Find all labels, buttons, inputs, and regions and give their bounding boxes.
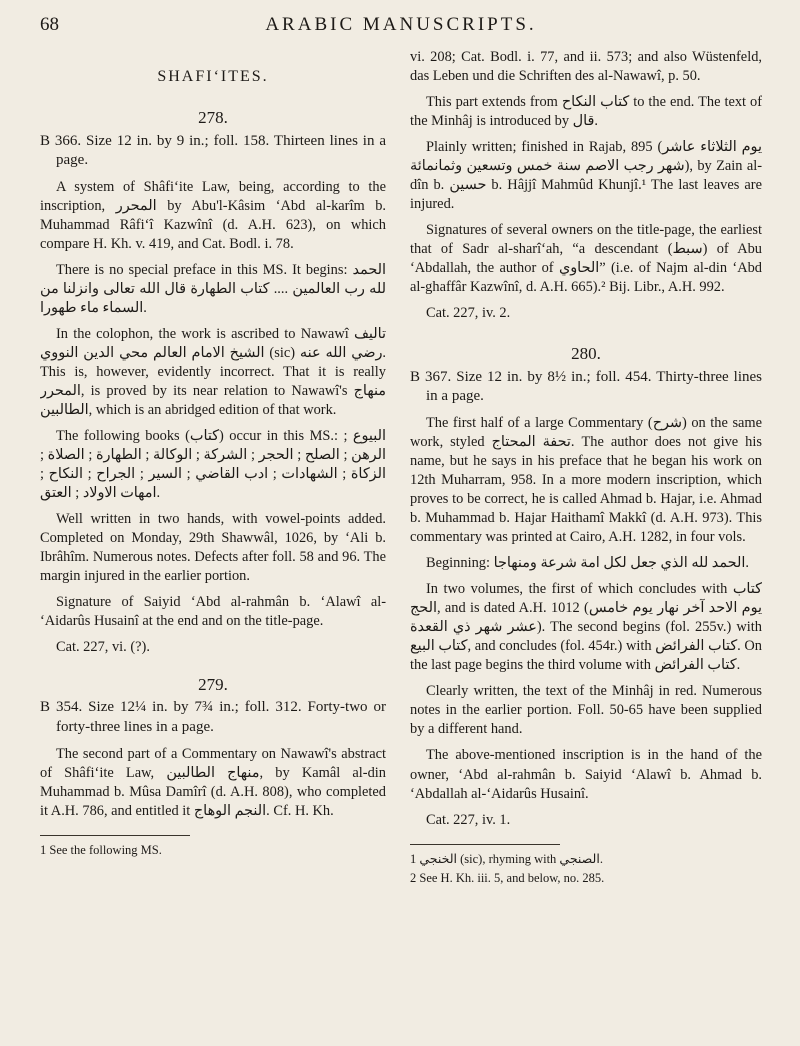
entry-278-paragraph: Well written in two hands, with vowel-points added. Completed on Monday, 29th Shawwâl, 1026, by ʻAli b. Ibrâhîm. Numerous notes. Defects after foll. 58 and 96. The margin injured in the earlier portion.	[40, 511, 386, 585]
entry-279-paragraph: This part extends from كتاب النكاح to the end. The text of the Minhâj is introduced by قال.	[410, 94, 762, 130]
running-title: ARABIC MANUSCRIPTS.	[265, 14, 537, 35]
running-head	[40, 14, 762, 44]
entry-number-278: 278.	[198, 108, 228, 128]
entry-280-paragraph: Beginning: الحمد لله الذي جعل لكل امة شرعة ومنهاجا.	[426, 555, 749, 572]
entry-278-catalogue-ref: Cat. 227, vi. (?).	[56, 639, 150, 656]
entry-278-paragraph: A system of Shâfiʻite Law, being, according to the inscription, المحرر by Abu'l-Kâsim ʻAbd al-karîm b. Muhammad Râfiʻî Kazwînî (d. A.H. 623), on which compare H. Kh. v. 419, and Cat. Bodl. i. 78.	[40, 179, 386, 253]
page-number: 68	[40, 14, 59, 35]
entry-280-paragraph: The above-mentioned inscription is in the hand of the owner, ʻAbd al-rahmân b. Saiyid ʻAlawî b. Ahmad b. ʻAbdallah al-ʻAidarûs Husainî.	[410, 747, 762, 802]
entry-number-280: 280.	[571, 344, 601, 364]
right-column	[410, 48, 762, 1026]
left-column	[40, 48, 386, 1026]
footnote-rule	[410, 844, 560, 845]
entry-278-paragraph: Signature of Saiyid ʻAbd al-rahmân b. ʻAlawî al-ʻAidarûs Husainî at the end and on the title-page.	[40, 594, 386, 630]
footnote: 1 الخنجي (sic), rhyming with الصنجي.	[410, 851, 603, 866]
entry-278-paragraph: The following books (كتاب) occur in this MS.: البيوع ; الرهن ; الصلح ; الحجر ; الشركة ; الوكالة ; الطهارة ; الصلاة ; الزكاة ; الشهادات ; ادب القاضي ; السير ; الجراح ; النكاح ; امهات الاولاد ; العتق.	[40, 428, 386, 502]
entry-280-paragraph: Clearly written, the text of the Minhâj in red. Numerous notes in the earlier portion. Foll. 50-65 have been supplied by a different hand.	[410, 683, 762, 738]
entry-280-description: B 367. Size 12 in. by 8½ in.; foll. 454. Thirty-three lines in a page.	[410, 368, 762, 405]
entry-number-279: 279.	[198, 674, 228, 694]
entry-280-paragraph: In two volumes, the first of which concludes with كتاب الحج, and is dated A.H. 1012 (يوم الاحد آخر نهار يوم خامس عشر شهر ذي القعدة). The second begins (fol. 255v.) with كتاب البيع, and concludes (fol. 454r.) with كتاب الفرائض. On the last page begins the third volume with كتاب الفرائض.	[410, 581, 762, 674]
entry-280-catalogue-ref: Cat. 227, iv. 1.	[426, 811, 511, 828]
entry-279-continuation: vi. 208; Cat. Bodl. i. 77, and ii. 573; and also Wüstenfeld, das Leben und die Schriften des al-Nawawî, p. 50.	[410, 49, 762, 85]
footnote: 2 See H. Kh. iii. 5, and below, no. 285.	[410, 871, 605, 886]
footnote-rule	[40, 835, 190, 836]
entry-279-paragraph: Plainly written; finished in Rajab, 895 (يوم الثلاثاء عاشر شهر رجب الاصم سنة خمس وتسعين وثمانمائة), by Zain al-dîn b. حسين b. Hâjjî Mahmûd Khunjî.¹ The last leaves are injured.	[410, 139, 762, 213]
entry-278-paragraph: In the colophon, the work is ascribed to Nawawî تاليف الشيخ الامام العالم محي الدين النووي (sic) رضي الله عنه. This is, however, evidently incorrect. That it is really المحرر, is proved by its near relation to Nawawî's منهاج الطالبين, which is an abridged edition of that work.	[40, 326, 386, 419]
entry-279-catalogue-ref: Cat. 227, iv. 2.	[426, 305, 511, 322]
entry-279-paragraph: The second part of a Commentary on Nawawî's abstract of Shâfiʻite Law, منهاج الطالبين, by Kamâl al-din Muhammad b. Mûsa Damîrî (d. A.H. 808), who completed it A.H. 786, and entitled it النجم الوهاج. Cf. H. Kh.	[40, 745, 386, 819]
section-heading: SHAFIʻITES.	[157, 68, 269, 85]
entry-279-paragraph: Signatures of several owners on the title-page, the earliest that of Sadr al-sharîʻah, “a descendant (سبط) of Abu ʻAbdallah, the author of الحاوي” (i.e. of Najm al-din ʻAbd al-ghaffâr Kazwînî, d. A.H. 665).² Bij. Libr., A.H. 992.	[410, 222, 762, 296]
entry-280-paragraph: The first half of a large Commentary (شرح) on the same work, styled تحفة المحتاج. The author does not give his name, but he says in his preface that he began his work on 12th Muharram, 958. In a more modern inscription, which proves to be correct, he is called Ahmad b. Hajar, i.e. Ahmad b. Muhammad b. Hajar Haithamî Makkî (d. A.H. 973). This commentary was printed at Cairo, A.H. 1282, in four vols.	[410, 415, 762, 546]
entry-278-paragraph: There is no special preface in this MS. It begins: الحمد لله رب العالمين .... كتاب الطهارة قال الله تعالى وانزلنا من السماء ماء طهورا.	[40, 262, 386, 317]
entry-278-description: B 366. Size 12 in. by 9 in.; foll. 158. Thirteen lines in a page.	[40, 132, 386, 169]
entry-279-description: B 354. Size 12¼ in. by 7¾ in.; foll. 312. Forty-two or forty-three lines in a page.	[40, 698, 386, 735]
footnote: 1 See the following MS.	[40, 842, 162, 857]
